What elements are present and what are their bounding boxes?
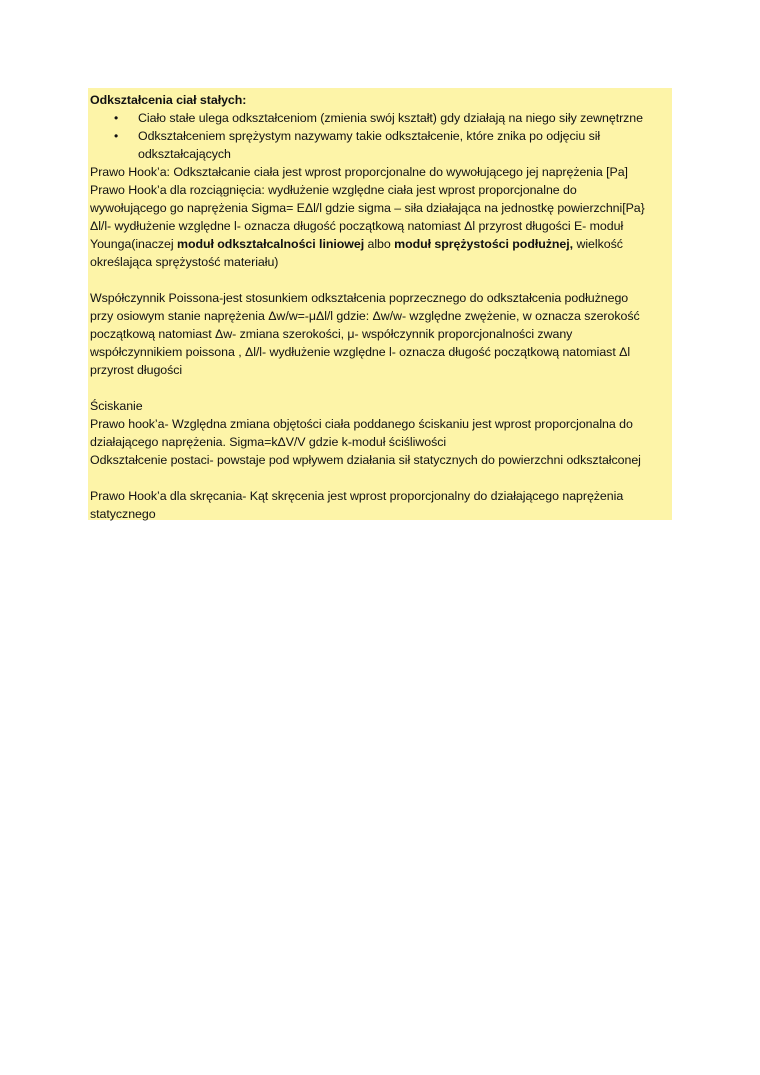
text-run: albo: [364, 237, 395, 251]
paragraph-line: statycznego: [90, 507, 156, 521]
bold-term: moduł odkształcalności liniowej: [176, 237, 365, 251]
bullet-list: [90, 109, 670, 163]
document-content: [90, 91, 670, 523]
paragraph-line: Prawo hook’a- Względna zmiana objętości ciała poddanego ściskaniu jest wprost proporcjonalna do: [90, 417, 633, 431]
paragraph-line: Współczynnik Poissona-jest stosunkiem odkształcenia poprzecznego do odkształcenia podłużnego: [90, 291, 629, 305]
list-item: [90, 127, 670, 163]
list-item: [90, 109, 670, 127]
paragraph-line: początkową natomiast Δw- zmiana szerokości, μ- współczynnik proporcjonalności zwany: [90, 327, 573, 341]
paragraph-line: działającego naprężenia. Sigma=kΔV/V gdzie k-moduł ściśliwości: [90, 435, 447, 449]
paragraph-line: współczynnikiem poissona , Δl/l- wydłużenie względne l- oznacza długość początkową natomiast Δl: [90, 345, 631, 359]
paragraph-spacer: [90, 469, 670, 487]
paragraph-line: wywołującego go naprężenia Sigma= EΔl/l gdzie sigma – siła działająca na jednostkę powierzchni[Pa}: [90, 201, 645, 215]
text-run: wielkość: [573, 237, 623, 251]
torsion-paragraph: [90, 487, 670, 523]
bold-term: moduł sprężystości podłużnej,: [394, 237, 574, 251]
paragraph-line: przyrost długości: [90, 363, 183, 377]
section-title: Ściskanie: [90, 399, 143, 413]
paragraph-line: Odkształcenie postaci- powstaje pod wpływem działania sił statycznych do powierzchni odkształconej: [90, 453, 641, 467]
bullet-icon: •: [114, 129, 119, 143]
paragraph-line: Prawo Hook’a dla rozciągnięcia: wydłużenie względne ciała jest wprost proporcjonalne do: [90, 183, 577, 197]
paragraph-line: Δl/l- wydłużenie względne l- oznacza długość początkową natomiast Δl przyrost długości E- moduł: [90, 219, 624, 233]
paragraph-line: Prawo Hook’a dla skręcania- Kąt skręcenia jest wprost proporcjonalny do działającego naprężenia: [90, 489, 624, 503]
hooke-law-paragraph: [90, 163, 670, 271]
bullet-text: Odkształceniem sprężystym nazywamy takie odkształcenie, które znika po odjęciu sił: [138, 129, 601, 143]
paragraph-spacer: [90, 271, 670, 289]
text-run: Younga(inaczej: [90, 237, 177, 251]
paragraph-line-mixed: [90, 235, 670, 253]
poisson-paragraph: [90, 289, 670, 379]
paragraph-spacer: [90, 379, 670, 397]
bullet-text-continuation: odkształcających: [138, 147, 231, 161]
paragraph-line: przy osiowym stanie naprężenia Δw/w=-μΔl/l gdzie: Δw/w- względne zwężenie, w oznacza szerokość: [90, 309, 640, 323]
document-heading: Odkształcenia ciał stałych:: [90, 93, 247, 107]
bullet-icon: •: [114, 111, 119, 125]
paragraph-line: określająca sprężystość materiału): [90, 255, 279, 269]
paragraph-line: Prawo Hook’a: Odkształcanie ciała jest wprost proporcjonalne do wywołującego jej naprężenia [Pa]: [90, 165, 628, 179]
bullet-text: Ciało stałe ulega odkształceniom (zmienia swój kształt) gdy działają na niego siły zewnętrzne: [138, 111, 643, 125]
compression-paragraph: [90, 397, 670, 469]
